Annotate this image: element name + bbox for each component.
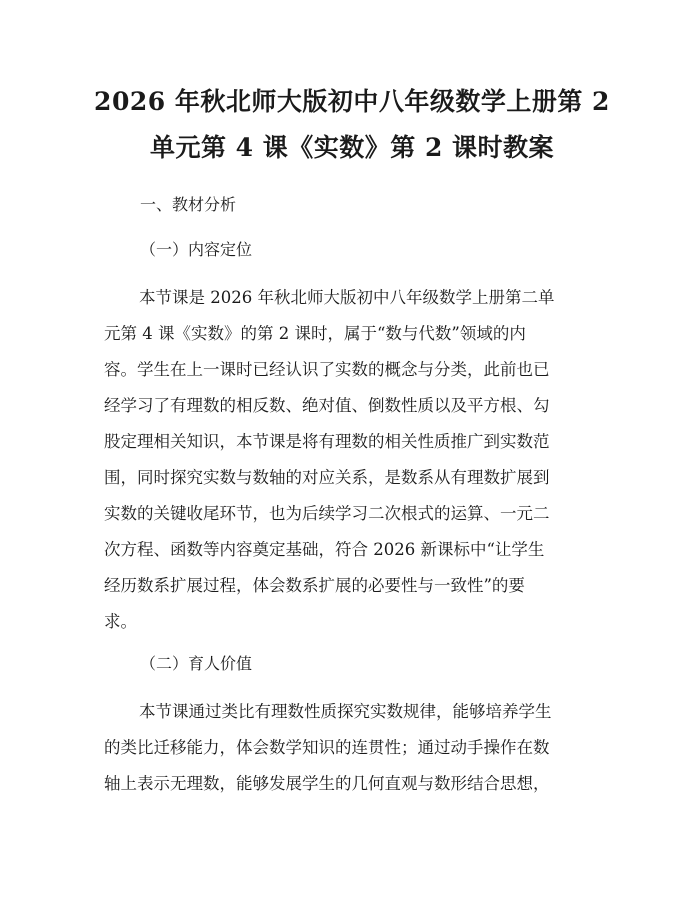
section-heading-textbook-analysis: 一、教材分析: [140, 195, 237, 214]
paragraph-line: 容。学生在上一课时已经认识了实数的概念与分类，此前也已: [104, 360, 550, 379]
paragraph-line: 实数的关键收尾环节，也为后续学习二次根式的运算、一元二: [104, 504, 550, 523]
document-title-line-2: 单元第 4 课《实数》第 2 课时教案: [149, 133, 555, 162]
paragraph-line: 本节课通过类比有理数性质探究实数规律，能够培养学生: [139, 702, 552, 721]
document-title-line-1: 2026 年秋北师大版初中八年级数学上册第 2: [94, 87, 610, 116]
paragraph-line: 次方程、函数等内容奠定基础，符合 2026 新课标中“让学生: [104, 540, 545, 559]
paragraph-line: 本节课是 2026 年秋北师大版初中八年级数学上册第二单: [139, 288, 555, 307]
subsection-heading-content-positioning: （一）内容定位: [140, 240, 253, 259]
paragraph-line: 经学习了有理数的相反数、绝对值、倒数性质以及平方根、勾: [104, 396, 550, 415]
subsection-heading-educational-value: （二）育人价值: [140, 654, 253, 673]
paragraph-line: 求。: [104, 612, 137, 631]
paragraph-line: 股定理相关知识，本节课是将有理数的相关性质推广到实数范: [104, 432, 550, 451]
paragraph-line: 围，同时探究实数与数轴的对应关系，是数系从有理数扩展到: [104, 468, 550, 487]
paragraph-content-positioning: [104, 280, 614, 640]
paragraph-line: 元第 4 课《实数》的第 2 课时，属于“数与代数”领域的内: [104, 324, 526, 343]
paragraph-line: 的类比迁移能力，体会数学知识的连贯性；通过动手操作在数: [104, 738, 550, 757]
paragraph-line: 经历数系扩展过程，体会数系扩展的必要性与一致性”的要: [104, 576, 525, 595]
paragraph-educational-value: [104, 694, 614, 802]
paragraph-line: 轴上表示无理数，能够发展学生的几何直观与数形结合思想，: [104, 774, 550, 793]
